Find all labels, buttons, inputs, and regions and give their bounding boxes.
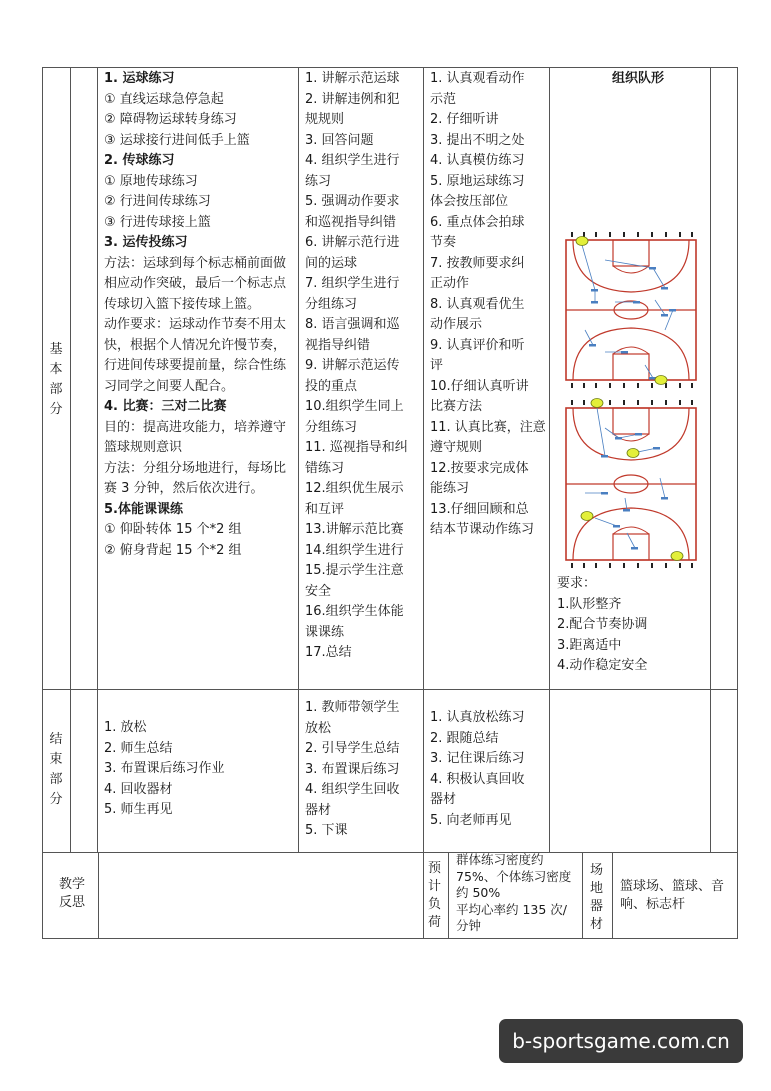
cone-marker [623,232,625,237]
text-line: 节奏 [430,235,457,250]
cone-marker [595,232,597,237]
player-marker-blue [591,301,598,304]
text-line: 快，根据个人情况允许慢节奏， [104,337,287,353]
text-line: 3.距离适中 [557,637,622,653]
player-marker-yellow [591,399,603,408]
text-line: 练习 [305,173,332,189]
player-marker-blue [591,289,598,292]
cone-marker [691,400,693,405]
text-line: 12.按要求完成体 [430,460,529,476]
footer-divider-c [582,852,583,938]
text-line: ② 行进间传球练习 [104,194,211,209]
text-line: 10.仔细认真听讲 [430,378,529,394]
text-line: 8. 认真观看优生 [430,296,525,312]
player-marker-blue [601,492,608,495]
label-char: 本 [49,362,63,377]
text-line: 分组练习 [305,296,358,312]
text-line: 7. 组织学生进行 [305,276,400,291]
court-diagram-bottom [565,398,697,570]
text-line: 目的：提高进攻能力，培养遵守 [104,419,287,435]
text-line: 1.队形整齐 [557,596,622,612]
player-marker-yellow [581,512,593,521]
load-text [456,852,571,935]
player-marker-blue [589,344,596,347]
text-line: 4. 比赛：三对二比赛 [104,399,227,414]
text-line: 示范 [430,91,457,107]
label-char: 分 [49,402,63,417]
cone-marker [651,400,653,405]
basic-student [430,69,546,541]
text-line: 16.组织学生体能 [305,604,404,619]
cone-marker [623,563,625,568]
col-divider-4 [423,67,424,938]
text-line: 11. 巡视指导和纠 [305,440,408,455]
text-line: 5. 下课 [305,823,348,838]
player-marker-yellow [576,237,588,246]
venue-label: 场地器材 [590,863,604,932]
cone-marker [691,563,693,568]
text-line: 5.体能课课练 [104,501,183,517]
text-line: 10.组织学生同上 [305,399,404,414]
cone-marker [651,383,653,388]
cone-marker [583,383,585,388]
label-char: 分 [49,792,63,807]
text-line: ② 障碍物运球转身练习 [104,112,237,127]
ending-content [104,718,225,821]
player-marker-blue [661,497,668,500]
text-line: 2. 仔细听讲 [430,112,499,127]
ending-teacher [305,698,400,842]
cone-marker [651,563,653,568]
text-line: 2. 引导学生总结 [305,741,400,756]
cone-marker [623,400,625,405]
text-line: 间的运球 [305,255,358,271]
text-line: 视指导纠错 [305,337,371,353]
load-label: 预计负荷 [428,861,442,930]
cone-marker [595,383,597,388]
text-line: 2. 讲解违例和犯 [305,91,400,107]
text-line: 赛 3 分钟，然后依次进行。 [104,481,264,496]
cone-marker [609,232,611,237]
text-line: 5. 向老师再见 [430,812,512,828]
col-divider-3 [298,67,299,852]
label-char: 部 [49,382,63,397]
text-line: 相应动作突破，最后一个标志点 [104,276,287,291]
row-divider-ending-footer [42,852,738,853]
text-line: 6. 讲解示范行进 [305,235,400,250]
basic-section-label [46,340,66,420]
table-right-border [737,67,738,938]
cone-marker [637,232,639,237]
player-marker-blue [631,547,638,550]
player-marker-blue [613,525,620,528]
text-line: 篮球规则意识 [104,440,183,455]
venue-text [620,878,724,914]
cone-marker [679,563,681,568]
text-line: 4. 组织学生回收 [305,782,400,797]
text-line: 结本节课动作练习 [430,522,535,537]
text-line: 方法：运球到每个标志桶前面做 [104,255,287,271]
player-marker-blue [635,433,642,436]
text-line: 12.组织优生展示 [305,481,404,496]
col-divider-5 [549,67,550,852]
text-line: 器材 [305,802,332,818]
text-line: 3. 提出不明之处 [430,132,525,148]
text-line: 平均心率约 135 次/ [456,901,568,917]
player-marker-blue [633,301,640,304]
col-divider-2 [97,67,98,852]
text-line: 分组练习 [305,419,358,435]
text-line: 能练习 [430,481,470,496]
text-line: 遵守规则 [430,440,483,455]
text-line: 5. 师生再见 [104,802,173,817]
cone-marker [571,383,573,388]
text-line: 2. 跟随总结 [430,730,499,746]
player-marker-blue [669,309,676,312]
text-line: 动作展示 [430,317,483,332]
player-marker-blue [649,267,656,270]
cone-marker [665,400,667,405]
text-line: 篮球场、篮球、音 [620,879,725,894]
text-line: 13.讲解示范比赛 [305,522,404,537]
requirements [557,574,647,677]
text-line: 响、标志杆 [620,897,686,912]
text-line: 4. 回收器材 [104,781,173,797]
cone-marker [595,563,597,568]
table-top-border [42,67,738,68]
text-line: 6. 重点体会拍球 [430,214,525,230]
cone-marker [571,563,573,568]
player-marker-blue [661,287,668,290]
text-line: ② 俯身背起 15 个*2 组 [104,542,242,558]
text-line: 3. 布置课后练习 [305,761,400,777]
player-marker-yellow [671,552,683,561]
footer-divider-d [612,852,613,938]
cone-marker [583,563,585,568]
cone-marker [679,232,681,237]
text-line: 17.总结 [305,645,352,660]
text-line: 习同学之间要人配合。 [104,378,235,394]
text-line: ③ 运球接行进间低手上篮 [104,132,250,148]
text-line: 分钟 [456,918,482,933]
ending-student [430,708,525,831]
row-divider-basic-ending [42,689,738,690]
text-line: 1. 认真观看动作 [430,71,525,86]
watermark-badge: b-sportsgame.com.cn [499,1019,743,1063]
text-line: 放松 [305,720,332,736]
cone-marker [571,232,573,237]
cone-marker [665,563,667,568]
text-line: 4. 组织学生进行 [305,153,400,168]
label-char: 基 [49,342,63,357]
text-line: 要求： [557,576,597,591]
text-line: 3. 回答问题 [305,132,374,148]
basic-content [104,69,286,561]
text-line: 1. 教师带领学生 [305,700,400,715]
player-marker-yellow [655,376,667,385]
text-line: 15.提示学生注意 [305,563,404,578]
text-line: 1. 放松 [104,720,147,735]
text-line: 评 [430,358,444,373]
label-char: 束 [49,752,63,767]
cone-marker [665,383,667,388]
cone-marker [571,400,573,405]
text-line: 11. 认真比赛，注意 [430,419,546,435]
player-marker-blue [653,447,660,450]
text-line: 1. 讲解示范运球 [305,71,400,86]
text-line: 动作要求：运球动作节奏不用太 [104,317,287,332]
cone-marker [637,563,639,568]
text-line: 体会按压部位 [430,194,509,209]
text-line: 3. 记住课后练习 [430,751,525,766]
table-bottom-border [42,938,738,939]
cone-marker [637,400,639,405]
text-line: ③ 行进传球接上篮 [104,214,211,230]
org-title: 组织队形 [612,71,665,86]
text-line: 群体练习密度约 [456,852,544,867]
cone-marker [691,232,693,237]
cone-marker [665,232,667,237]
text-line: 4. 积极认真回收 [430,771,525,787]
cone-marker [679,383,681,388]
player-marker-blue [601,455,608,458]
text-line: 和巡视指导纠错 [305,214,397,230]
cone-marker [609,563,611,568]
text-line: 错练习 [305,460,345,476]
text-line: 和互评 [305,501,345,517]
col-divider-6 [710,67,711,852]
text-line: 7. 按教师要求纠 [430,255,525,271]
player-marker-yellow [627,449,639,458]
ending-section-label [46,730,66,810]
text-line: 3. 布置课后练习作业 [104,761,225,776]
cone-marker [651,232,653,237]
basic-teacher [305,69,408,664]
text-line: 规规则 [305,112,345,127]
text-line: ① 直线运球急停急起 [104,91,224,107]
text-line: 行进间传球要提前量，综合性练 [104,358,287,373]
text-line: ① 原地传球练习 [104,173,198,189]
text-line: 4.动作稳定安全 [557,658,648,673]
text-line: 75%、个体练习密度 [456,868,572,884]
text-line: 投的重点 [305,378,358,394]
cone-marker [609,383,611,388]
text-line: 9. 讲解示范运传 [305,358,400,373]
text-line: 比赛方法 [430,399,483,414]
cone-marker [691,383,693,388]
text-line: 3. 运传投练习 [104,235,188,250]
text-line: 器材 [430,792,457,807]
text-line: 8. 语言强调和巡 [305,317,400,332]
text-line: 课课练 [305,624,345,640]
text-line: 约 50% [456,885,501,900]
text-line: 5. 强调动作要求 [305,194,400,209]
text-line: 5. 原地运球练习 [430,173,525,189]
footer-divider-a [98,852,99,938]
text-line: 1. 运球练习 [104,71,175,86]
text-line: 2.配合节奏协调 [557,617,648,632]
player-marker-blue [661,314,668,317]
text-line: 2. 传球练习 [104,153,175,168]
col-divider-1 [70,67,71,852]
player-marker-blue [621,351,628,354]
text-line: 方法：分组分场地进行，每场比 [104,460,287,476]
text-line: ① 仰卧转体 15 个*2 组 [104,522,242,537]
court-diagram-top [565,230,697,390]
footer-divider-b [448,852,449,938]
table-left-border [42,67,43,938]
cone-marker [623,383,625,388]
cone-marker [609,400,611,405]
text-line: 安全 [305,583,332,599]
cone-marker [583,400,585,405]
text-line: 4. 认真模仿练习 [430,153,525,168]
text-line: 正动作 [430,276,470,291]
text-line: 13.仔细回顾和总 [430,501,529,517]
label-char: 部 [49,772,63,787]
reflection-label: 教学反思 [58,877,85,910]
label-char: 结 [49,732,63,747]
cone-marker [637,383,639,388]
text-line: 1. 认真放松练习 [430,710,525,725]
text-line: 2. 师生总结 [104,740,173,756]
player-marker-blue [623,509,630,512]
text-line: 9. 认真评价和听 [430,337,525,353]
text-line: 传球切入篮下接传球上篮。 [104,296,261,312]
cone-marker [679,400,681,405]
text-line: 14.组织学生进行 [305,542,404,558]
